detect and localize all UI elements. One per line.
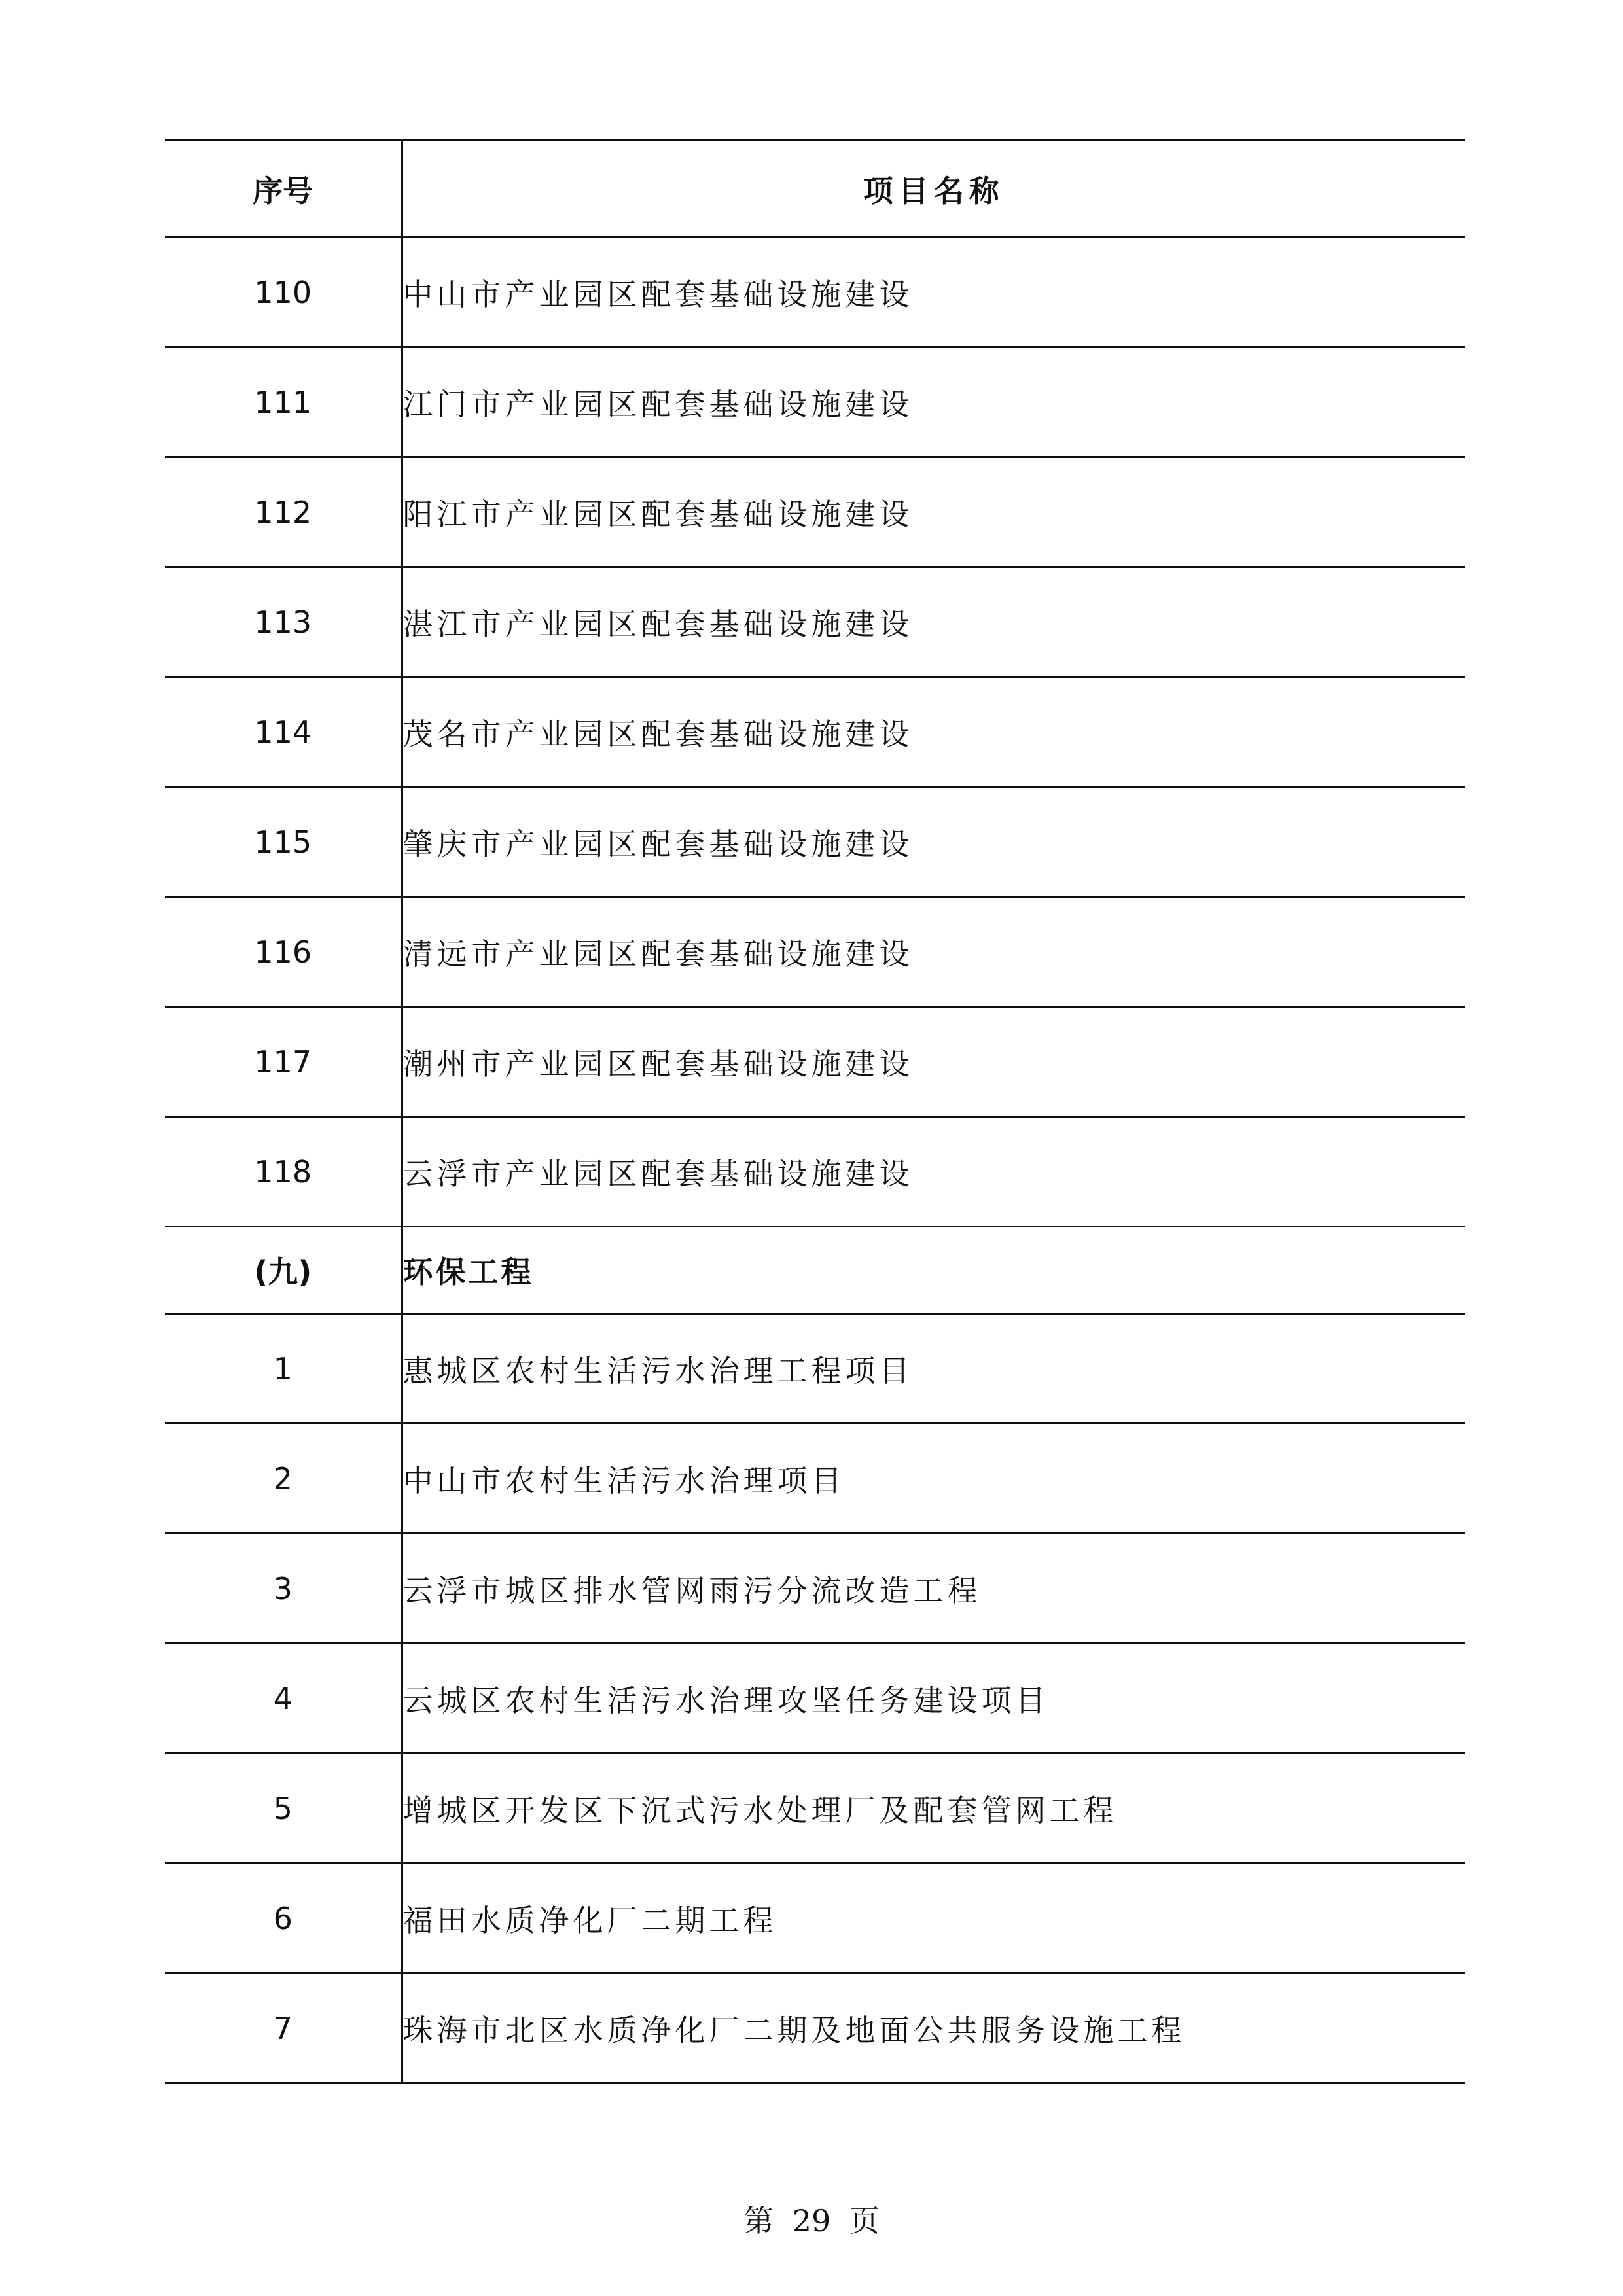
project-table — [165, 139, 1465, 2084]
table-row — [165, 1973, 1465, 2083]
row-index-cell: 1 — [165, 1314, 402, 1424]
row-name-cell: 肇庆市产业园区配套基础设施建设 — [402, 826, 914, 862]
section-name-cell: 环保工程 — [402, 1254, 534, 1290]
row-name-cell: 惠城区农村生活污水治理工程项目 — [402, 1352, 914, 1388]
table-row — [165, 457, 1465, 567]
row-index-cell: 111 — [165, 347, 402, 457]
row-index-cell: 116 — [165, 897, 402, 1007]
row-name-cell: 云城区农村生活污水治理攻坚任务建设项目 — [402, 1682, 1050, 1718]
page-number: 第 29 页 — [743, 2203, 880, 2238]
table-row — [165, 1754, 1465, 1863]
row-name-cell: 茂名市产业园区配套基础设施建设 — [402, 716, 914, 752]
table-row — [165, 787, 1465, 897]
row-index-cell: 7 — [165, 1973, 402, 2083]
section-row — [165, 1227, 1465, 1314]
row-index-cell: 3 — [165, 1534, 402, 1644]
row-name-cell: 珠海市北区水质净化厂二期及地面公共服务设施工程 — [402, 2012, 1186, 2048]
header-name-cell: 项目名称 — [863, 173, 1005, 209]
row-index-cell: 117 — [165, 1007, 402, 1117]
row-name-cell: 云浮市城区排水管网雨污分流改造工程 — [402, 1572, 982, 1608]
table-header-row — [165, 141, 1465, 238]
table-row — [165, 1644, 1465, 1754]
row-index-cell: 113 — [165, 567, 402, 677]
row-name-cell: 湛江市产业园区配套基础设施建设 — [402, 606, 914, 642]
section-index-cell: (九) — [165, 1227, 402, 1314]
row-index-cell: 110 — [165, 238, 402, 347]
row-index-cell: 114 — [165, 677, 402, 787]
row-name-cell: 福田水质净化厂二期工程 — [402, 1902, 777, 1938]
row-index-cell: 5 — [165, 1754, 402, 1863]
row-index-cell: 118 — [165, 1117, 402, 1227]
row-name-cell: 潮州市产业园区配套基础设施建设 — [402, 1046, 914, 1082]
table-row — [165, 1117, 1465, 1227]
row-index-cell: 115 — [165, 787, 402, 897]
row-name-cell: 中山市产业园区配套基础设施建设 — [402, 276, 914, 312]
table-row — [165, 677, 1465, 787]
table-row — [165, 1534, 1465, 1644]
row-name-cell: 清远市产业园区配套基础设施建设 — [402, 936, 914, 972]
row-name-cell: 中山市农村生活污水治理项目 — [402, 1462, 846, 1498]
table-row — [165, 1007, 1465, 1117]
row-index-cell: 4 — [165, 1644, 402, 1754]
row-name-cell: 云浮市产业园区配套基础设施建设 — [402, 1156, 914, 1192]
row-name-cell: 阳江市产业园区配套基础设施建设 — [402, 496, 914, 532]
table-row — [165, 238, 1465, 347]
row-name-cell: 增城区开发区下沉式污水处理厂及配套管网工程 — [402, 1792, 1118, 1828]
table-row — [165, 1314, 1465, 1424]
table-row — [165, 1424, 1465, 1534]
table-row — [165, 567, 1465, 677]
row-index-cell: 6 — [165, 1863, 402, 1973]
row-name-cell: 江门市产业园区配套基础设施建设 — [402, 386, 914, 422]
table-body — [165, 238, 1465, 2083]
row-index-cell: 112 — [165, 457, 402, 567]
row-index-cell: 2 — [165, 1424, 402, 1534]
table-row — [165, 347, 1465, 457]
header-index-cell: 序号 — [165, 141, 402, 238]
table-row — [165, 897, 1465, 1007]
table-row — [165, 1863, 1465, 1973]
